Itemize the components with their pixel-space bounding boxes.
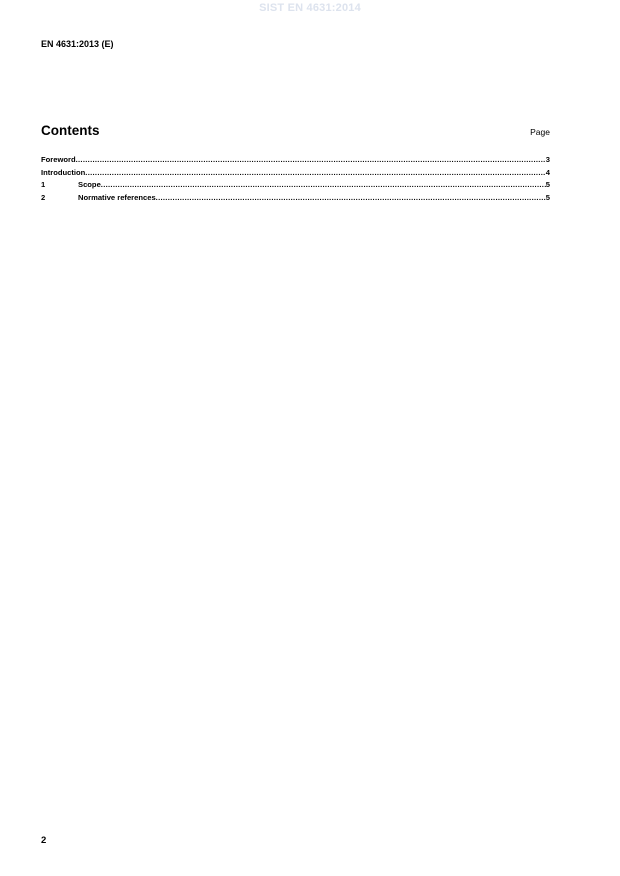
toc-title: Contents [41, 123, 100, 138]
toc-dot-leader [85, 168, 545, 177]
toc-dot-leader [76, 155, 546, 164]
toc-dot-leader [101, 180, 546, 189]
watermark: SIST EN 4631:2014 [259, 2, 361, 14]
table-of-contents [41, 155, 550, 206]
page-number: 2 [41, 835, 47, 846]
document-identifier: EN 4631:2013 (E) [41, 39, 114, 49]
toc-entry-page: 4 [545, 167, 550, 177]
toc-header [41, 123, 550, 141]
toc-entry-number: 2 [41, 193, 46, 203]
toc-entry-normative-references[interactable] [41, 193, 550, 206]
toc-entry-label: Normative references [78, 193, 156, 203]
toc-entry-introduction[interactable] [41, 168, 550, 181]
toc-page-label: Page [530, 127, 550, 137]
toc-entry-label: Foreword [41, 155, 76, 164]
toc-entry-number: 1 [41, 180, 46, 190]
toc-entry-page: 5 [545, 180, 550, 190]
toc-entry-page: 3 [545, 155, 550, 164]
toc-entry-foreword[interactable] [41, 155, 550, 168]
toc-dot-leader [156, 193, 546, 202]
toc-entry-label: Scope [78, 180, 101, 190]
toc-entry-page: 5 [545, 193, 550, 203]
toc-entry-label: Introduction [41, 167, 86, 177]
toc-entry-scope[interactable] [41, 180, 550, 193]
